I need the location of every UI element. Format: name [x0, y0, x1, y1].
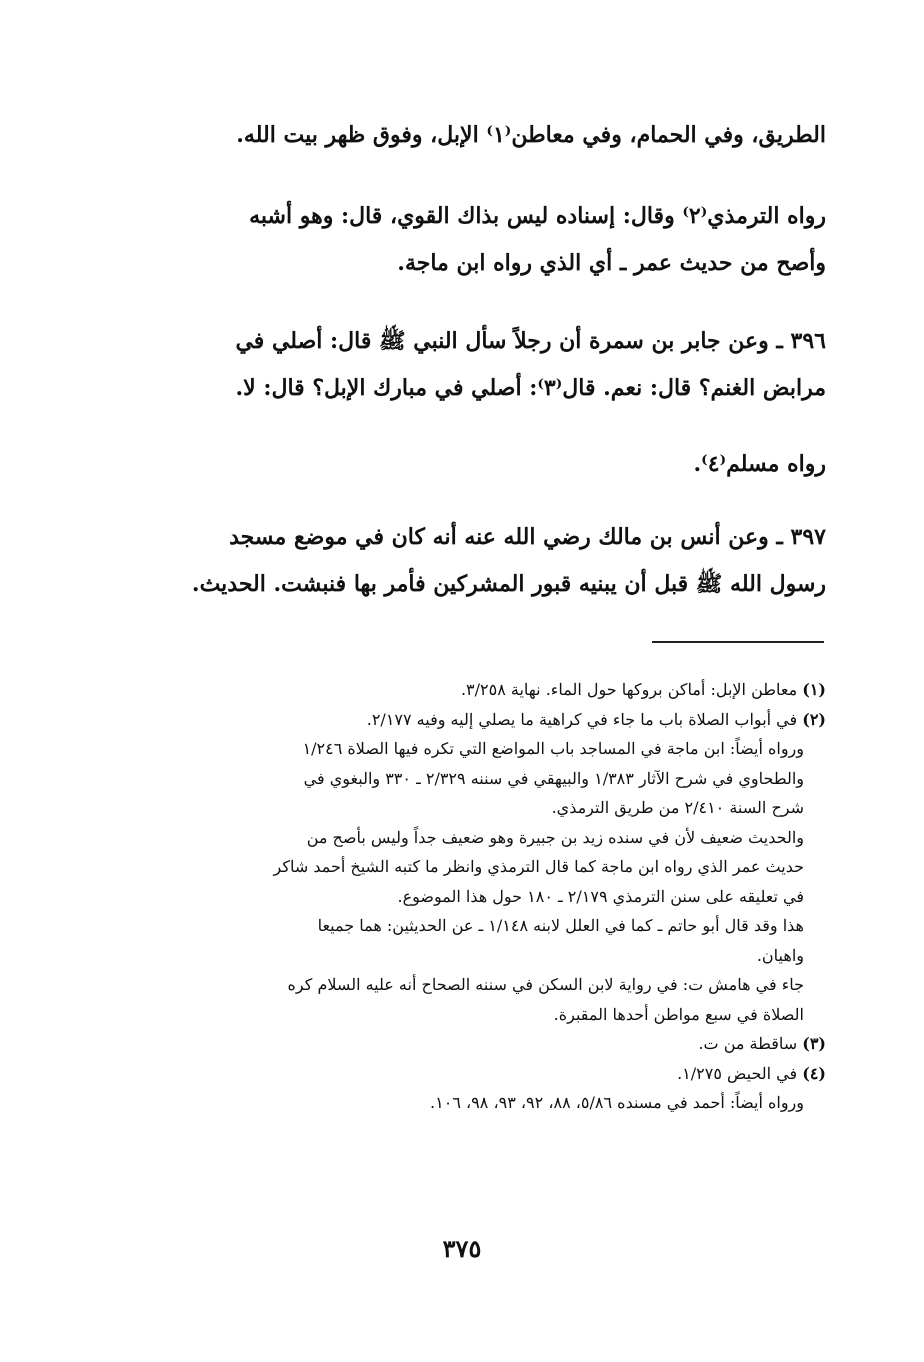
main-paragraph-4: [136, 441, 826, 488]
hadith-397: [136, 514, 826, 608]
footnote-line: ورواه أيضاً: أحمد في مسنده ٥/٨٦، ٨٨، ٩٢، ٩٣، ٩٨، ١٠٦.: [430, 1093, 804, 1112]
footnote-line: الصلاة في سبع مواطن أحدها المقبرة.: [553, 1004, 804, 1024]
footnote-line: (٤) في الحيض ١/٢٧٥.: [677, 1063, 826, 1083]
footnote-line: جاء في هامش ت: في رواية لابن السكن في سننه الصحاح أنه عليه السلام كره: [287, 975, 804, 994]
text-line: وأصح من حديث عمر ـ أي الذي رواه ابن ماجة.: [397, 250, 826, 276]
footnote-number: (١): [802, 680, 826, 699]
footnote-line: هذا وقد قال أبو حاتم ـ كما في العلل لابنه ١/١٤٨ ـ عن الحديثين: هما جميعا: [317, 916, 804, 935]
text-line: الطريق، وفي الحمام، وفي معاطن⁽١⁾ الإبل، وفوق ظهر بيت الله.: [236, 122, 826, 148]
footnote-line: والطحاوي في شرح الآثار ١/٣٨٣ والبيهقي في سننه ٢/٣٢٩ ـ ٣٣٠ والبغوي في: [303, 768, 804, 788]
text-line: رواه مسلم⁽٤⁾.: [693, 451, 826, 477]
text-line: رواه الترمذي⁽٢⁾ وقال: إسناده ليس بذاك القوي، قال: وهو أشبه: [249, 203, 826, 229]
footnote-line: (١) معاطن الإبل: أماكن بروكها حول الماء. نهاية ٣/٢٥٨.: [460, 680, 826, 699]
footnote-line: والحديث ضعيف لأن في سنده زيد بن جبيرة وهو ضعيف جداً وليس بأصح من: [306, 827, 804, 847]
footnote-line: شرح السنة ٢/٤١٠ من طريق الترمذي.: [551, 798, 804, 817]
footnote-line: في تعليقه على سنن الترمذي ٢/١٧٩ ـ ١٨٠ حول هذا الموضوع.: [397, 886, 804, 906]
text-line: مرابض الغنم؟ قال: نعم. قال⁽٣⁾: أصلي في مبارك الإبل؟ قال: لا.: [235, 375, 826, 401]
text-line: ٣٩٦ ـ وعن جابر بن سمرة أن رجلاً سأل النبي ﷺ قال: أصلي في: [235, 328, 826, 354]
footnote-line: واهيان.: [756, 945, 804, 965]
main-paragraph-1: [136, 112, 826, 159]
footnote-separator: [652, 641, 824, 643]
text-line: ٣٩٧ ـ وعن أنس بن مالك رضي الله عنه أنه كان في موضع مسجد: [229, 524, 826, 550]
page-number: ٣٧٥: [442, 1234, 482, 1263]
footnote-line: ورواه أيضاً: ابن ماجة في المساجد باب المواضع التي تكره فيها الصلاة ١/٢٤٦: [302, 739, 804, 758]
main-paragraph-2: [136, 193, 826, 287]
footnote-number: (٢): [802, 709, 826, 729]
footnote-number: (٤): [802, 1063, 826, 1083]
footnote-line: (٢) في أبواب الصلاة باب ما جاء في كراهية ما يصلي إليه وفيه ٢/١٧٧.: [366, 709, 826, 729]
text-line: رسول الله ﷺ قبل أن يبنيه قبور المشركين فأمر بها فنبشت. الحديث.: [191, 571, 826, 597]
footnote-number: (٣): [802, 1034, 826, 1053]
footnote-line: (٣) ساقطة من ت.: [698, 1034, 826, 1053]
footnotes: [136, 675, 826, 1118]
footnote-line: حديث عمر الذي رواه ابن ماجة كما قال الترمذي وانظر ما كتبه الشيخ أحمد شاكر: [273, 857, 804, 876]
hadith-396: [136, 318, 826, 412]
